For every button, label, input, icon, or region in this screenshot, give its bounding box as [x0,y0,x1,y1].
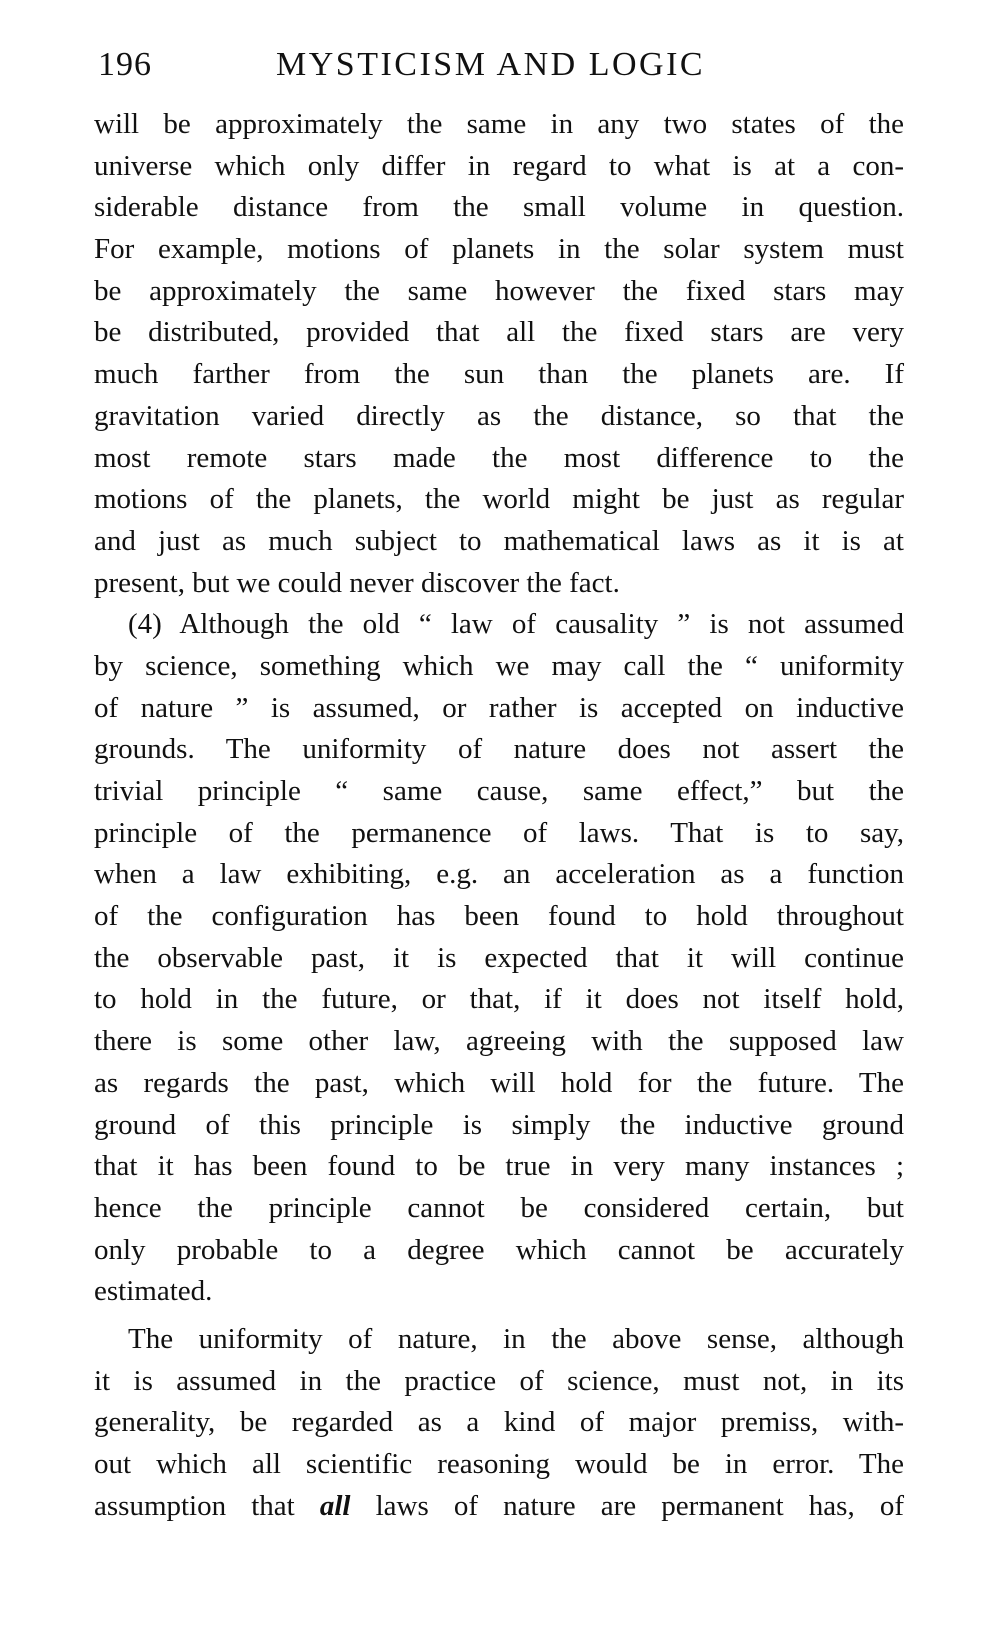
text-line: that it has been found to be true in very many instances ; [94,1150,904,1183]
text-line: hence the principle cannot be considered certain, but [94,1191,904,1224]
text-line: gravitation varied directly as the distance, so that the [94,399,904,432]
text-line: out which all scientific reasoning would be in error. The [94,1448,904,1480]
text-line: will be approximately the same in any two states of the [94,108,904,140]
text-line: when a law exhibiting, e.g. an acceleration as a function [94,858,904,891]
text-line: by science, something which we may call the “ uniformity [94,649,904,682]
text-line: present, but we could never discover the fact. [94,566,620,599]
text-line: be distributed, provided that all the fixed stars are very [94,316,904,349]
paragraph-1 [94,104,904,604]
text-line: and just as much subject to mathematical laws as it is at [94,524,904,557]
running-title: MYSTICISM AND LOGIC [276,46,706,83]
text-line: the observable past, it is expected that it will continue [94,941,904,974]
text-line: there is some other law, agreeing with the supposed law [94,1025,904,1058]
body-text [94,104,904,1527]
text-line: it is assumed in the practice of science, must not, in its [94,1364,904,1397]
text-line: principle of the permanence of laws. That is to say, [94,816,904,849]
text-line: estimated. [94,1275,213,1308]
text-line: to hold in the future, or that, if it does not itself hold, [94,983,904,1016]
text-line: ground of this principle is simply the inductive ground [94,1108,904,1141]
text-line: only probable to a degree which cannot be accurately [94,1233,904,1266]
text-line: trivial principle “ same cause, same effect,” but the [94,775,904,807]
text-segment: laws of nature are permanent has, of [350,1489,904,1522]
text-line: of nature ” is assumed, or rather is accepted on inductive [94,691,904,724]
text-line: siderable distance from the small volume in question. [94,191,904,224]
text-line: (4) Although the old “ law of causality ” is not assumed [128,608,904,641]
text-line-with-emphasis [94,1486,904,1528]
text-line: motions of the planets, the world might be just as regular [94,483,904,516]
text-line: The uniformity of nature, in the above sense, although [128,1322,904,1355]
text-segment: assumption that [94,1489,320,1522]
text-line: as regards the past, which will hold for the future. The [94,1066,904,1099]
text-line: generality, be regarded as a kind of major premiss, with- [94,1406,904,1439]
text-line: be approximately the same however the fixed stars may [94,274,904,307]
page-number: 196 [98,46,152,83]
text-line: most remote stars made the most difference to the [94,441,904,474]
text-line: grounds. The uniformity of nature does not assert the [94,733,904,766]
emphasized-word: all [319,1489,351,1522]
text-line: universe which only differ in regard to what is at a con- [94,149,904,182]
text-line: of the configuration has been found to hold throughout [94,900,904,933]
paragraph-2 [94,604,904,1313]
paragraph-3 [94,1319,904,1527]
running-head [98,40,900,90]
text-line: much farther from the sun than the planets are. If [94,358,904,391]
text-line: For example, motions of planets in the solar system must [94,233,904,266]
